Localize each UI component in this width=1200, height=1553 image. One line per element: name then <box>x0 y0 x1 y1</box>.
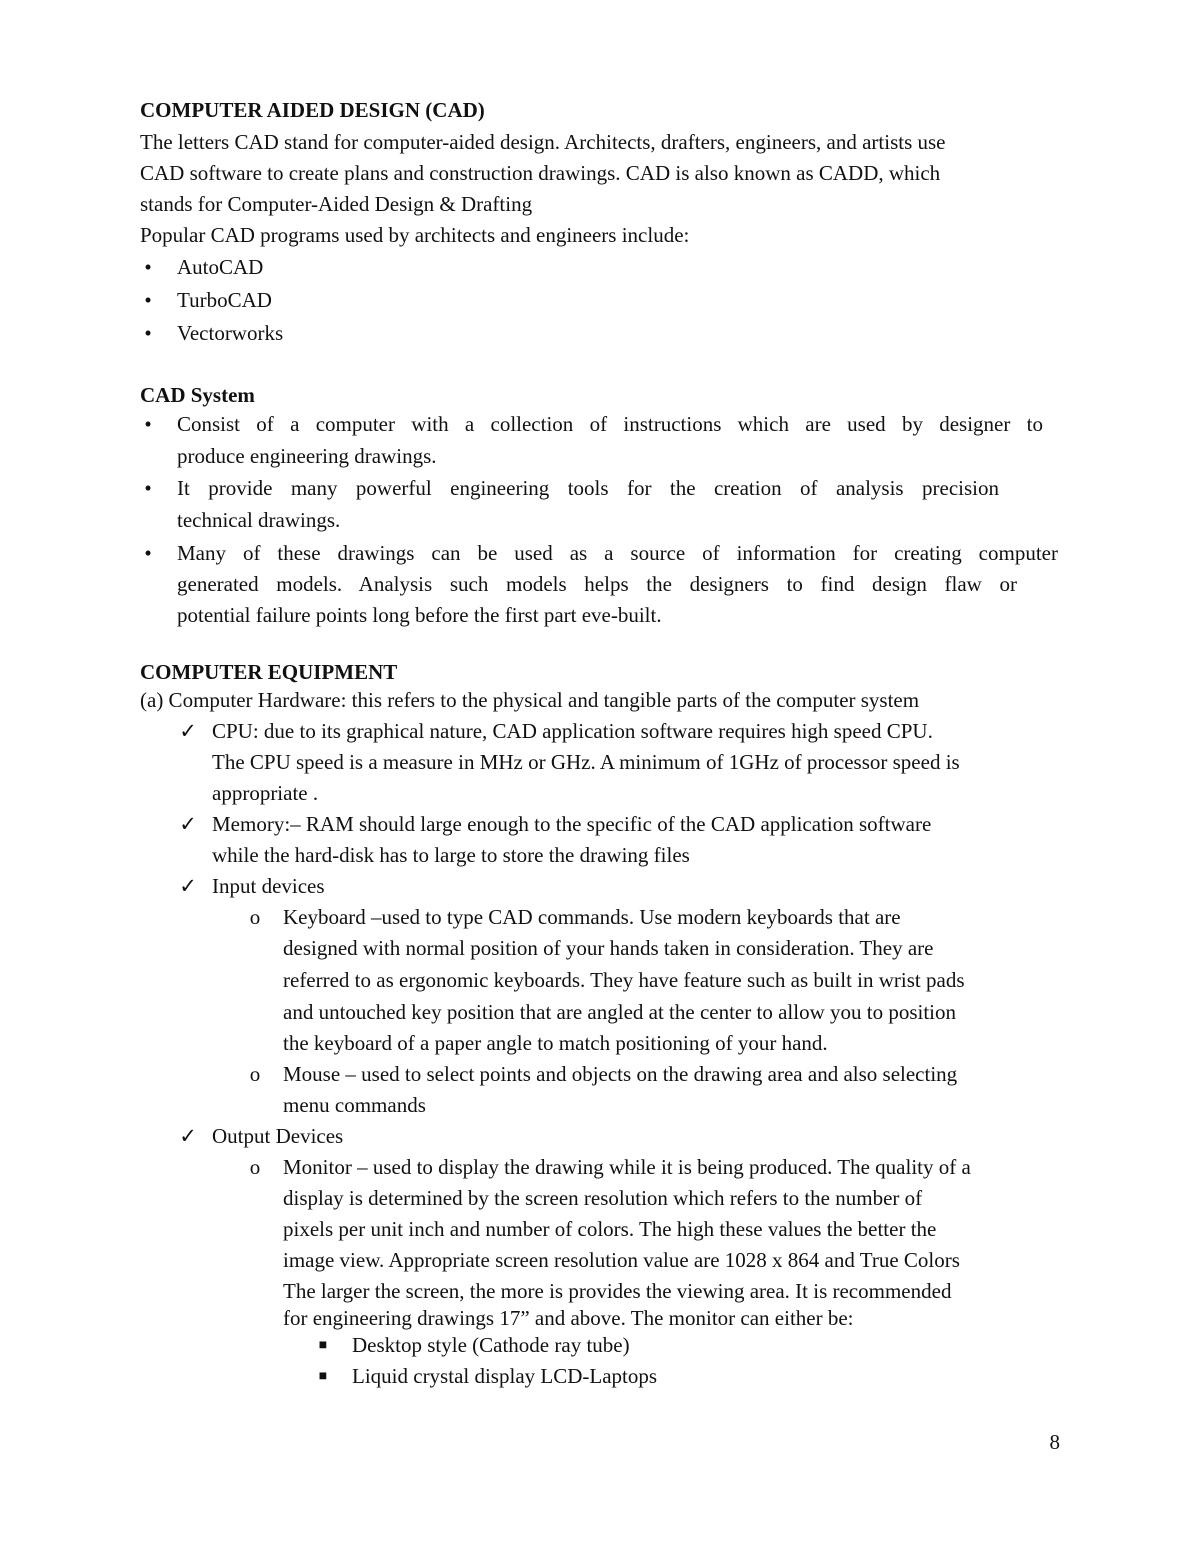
program-item: Vectorworks <box>177 321 284 345</box>
square-bullet-icon: ■ <box>318 1369 328 1384</box>
keyboard-line: designed with normal position of your hands taken in consideration. They are <box>283 936 934 960</box>
bullet-icon: • <box>144 476 152 500</box>
keyboard-line: the keyboard of a paper angle to match positioning of your hand. <box>283 1031 828 1055</box>
intro-line: stands for Computer-Aided Design & Drafting <box>140 192 533 216</box>
monitor-line: Monitor – used to display the drawing while it is being produced. The quality of a <box>283 1155 971 1179</box>
bullet-icon: • <box>144 288 152 312</box>
output-devices-label: Output Devices <box>212 1124 344 1148</box>
monitor-line: display is determined by the screen resolution which refers to the number of <box>283 1186 923 1210</box>
mouse-line: menu commands <box>283 1093 426 1117</box>
mouse-line: Mouse – used to select points and objects on the drawing area and also selecting <box>283 1062 958 1086</box>
hardware-line: (a) Computer Hardware: this refers to the physical and tangible parts of the computer system <box>140 688 920 712</box>
system-item-line: Many of these drawings can be used as a source of information for creating computer <box>177 541 1058 565</box>
heading-computer-equipment: COMPUTER EQUIPMENT <box>140 660 398 684</box>
memory-line: Memory:– RAM should large enough to the specific of the CAD application software <box>212 812 932 836</box>
bullet-icon: • <box>144 255 152 279</box>
square-bullet-icon: ■ <box>318 1338 328 1353</box>
system-item-line: It provide many powerful engineering tools for the creation of analysis precision <box>177 476 999 500</box>
keyboard-line: Keyboard –used to type CAD commands. Use modern keyboards that are <box>283 905 901 929</box>
checkmark-icon: ✓ <box>179 1124 197 1148</box>
circle-bullet-icon: o <box>249 1062 261 1086</box>
memory-line: while the hard-disk has to large to store the drawing files <box>212 843 690 867</box>
bullet-icon: • <box>144 321 152 345</box>
system-item-line: produce engineering drawings. <box>177 444 437 468</box>
keyboard-line: and untouched key position that are angled at the center to allow you to position <box>283 1000 956 1024</box>
system-item-line: Consist of a computer with a collection of instructions which are used by designer to <box>177 412 1043 436</box>
system-item-line: generated models. Analysis such models helps the designers to find design flaw or <box>177 572 1017 596</box>
cpu-line: CPU: due to its graphical nature, CAD application software requires high speed CPU. <box>212 719 933 743</box>
checkmark-icon: ✓ <box>179 719 197 743</box>
monitor-line: pixels per unit inch and number of colors. The high these values the better the <box>283 1217 937 1241</box>
bullet-icon: • <box>144 541 152 565</box>
intro-line: The letters CAD stand for computer-aided design. Architects, drafters, engineers, and artists use <box>140 130 946 154</box>
heading-cad: COMPUTER AIDED DESIGN (CAD) <box>140 98 485 122</box>
monitor-line: image view. Appropriate screen resolution value are 1028 x 864 and True Colors <box>283 1248 960 1272</box>
program-item: AutoCAD <box>177 255 264 279</box>
input-devices-label: Input devices <box>212 874 325 898</box>
cpu-line: appropriate . <box>212 781 319 805</box>
bullet-icon: • <box>144 412 152 436</box>
circle-bullet-icon: o <box>249 1155 261 1179</box>
heading-cad-system: CAD System <box>140 383 255 407</box>
monitor-line: for engineering drawings 17” and above. The monitor can either be: <box>283 1306 854 1330</box>
intro-line: Popular CAD programs used by architects and engineers include: <box>140 223 690 247</box>
monitor-line: The larger the screen, the more is provides the viewing area. It is recommended <box>283 1279 952 1303</box>
system-item-line: technical drawings. <box>177 508 341 532</box>
program-item: TurboCAD <box>177 288 272 312</box>
checkmark-icon: ✓ <box>179 874 197 898</box>
checkmark-icon: ✓ <box>179 812 197 836</box>
monitor-type-item: Liquid crystal display LCD-Laptops <box>352 1364 658 1388</box>
cpu-line: The CPU speed is a measure in MHz or GHz. A minimum of 1GHz of processor speed is <box>212 750 960 774</box>
page-number: 8 <box>1049 1430 1060 1454</box>
monitor-type-item: Desktop style (Cathode ray tube) <box>352 1333 630 1357</box>
keyboard-line: referred to as ergonomic keyboards. They have feature such as built in wrist pads <box>283 968 965 992</box>
circle-bullet-icon: o <box>249 905 261 929</box>
intro-line: CAD software to create plans and construction drawings. CAD is also known as CADD, which <box>140 161 941 185</box>
system-item-line: potential failure points long before the first part eve-built. <box>177 603 662 627</box>
